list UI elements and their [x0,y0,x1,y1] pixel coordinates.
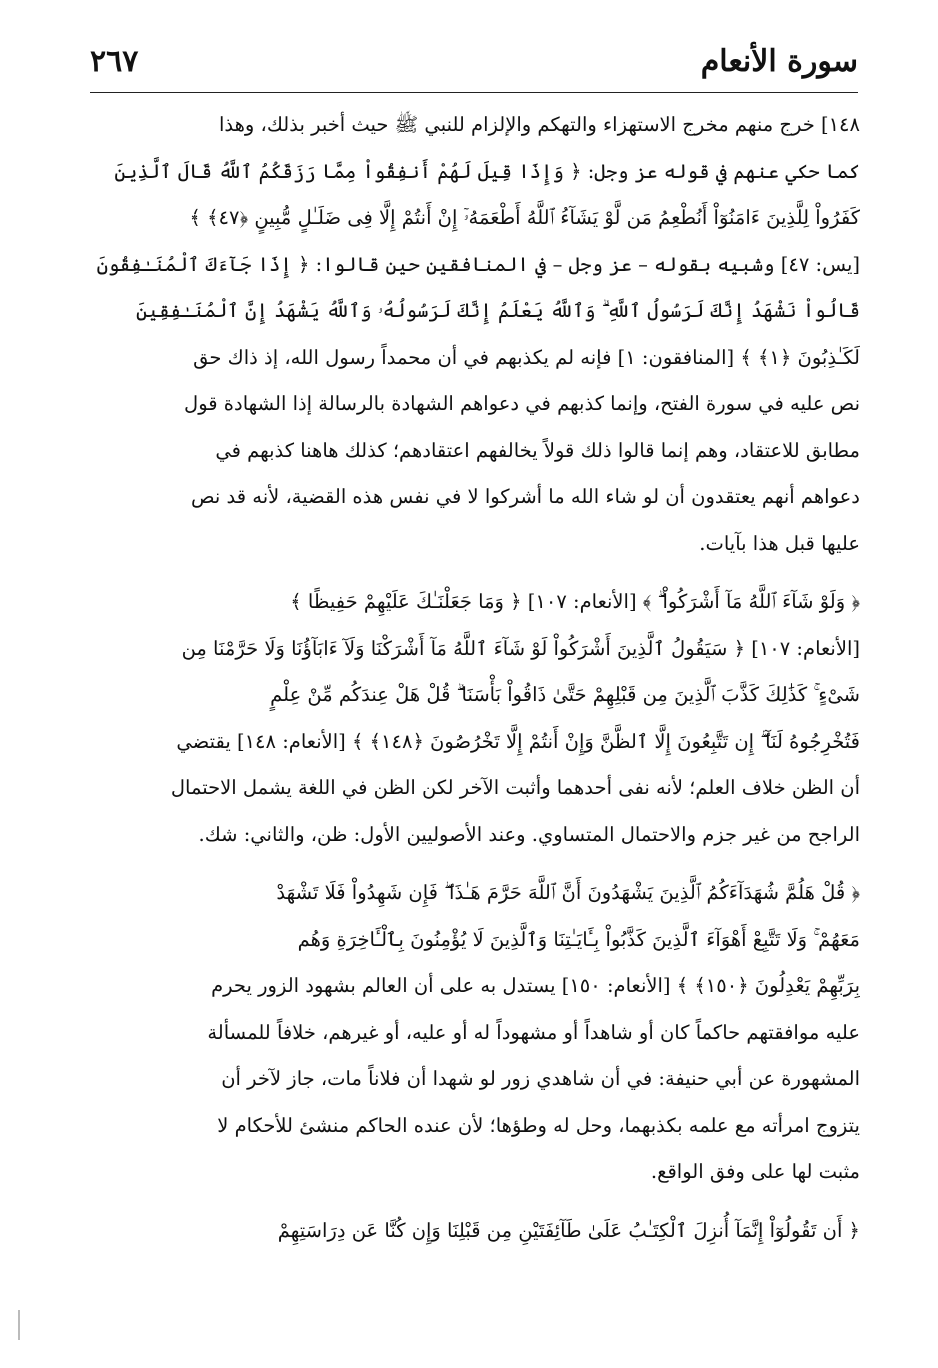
surah-title: سورة الأنعام [700,44,858,79]
paragraph-1 [92,102,860,567]
text-line: شَىْءٍ ۚ كَذَٰلِكَ كَذَّبَ ٱلَّذِينَ مِن قَبْلِهِمْ حَتَّىٰ ذَاقُواْ بَأْسَنَا ۗ قُلْ هَلْ عِندَكُم مِّنْ عِلْمٍ [270,683,860,706]
text-line: عليه موافقتهم حاكماً كان أو شاهداً أو مشهوداً له أو عليه، أو غيرهم، خلافاً للمسألة [207,1020,860,1044]
paragraph-4 [92,1208,860,1255]
text-line: قَالُواْ نَشْهَدُ إِنَّكَ لَرَسُولُ ٱللَّهِ ۗ وَٱللَّهُ يَعْلَمُ إِنَّكَ لَرَسُولُهُۥ وَٱللَّهُ يَشْهَدُ إِنَّ ٱلْمُنَـٰفِقِينَ [136,299,860,322]
text-line: لَكَـٰذِبُونَ ﴿١﴾ ﴾ [المنافقون: ١] فإنه لم يكذبهم في أن محمداً رسول الله، إذ ذاك حق [193,345,860,369]
page-header [90,40,858,93]
body-text [92,102,860,1254]
text-line: ﴿ أَن تَقُولُوٓاْ إِنَّمَآ أُنزِلَ ٱلْكِتَـٰبُ عَلَىٰ طَآئِفَتَيْنِ مِن قَبْلِنَا وَإِن كُنَّا عَن دِرَاسَتِهِمْ [277,1218,860,1242]
text-line: المشهورة عن أبي حنيفة: في أن شاهدي زور لو شهدا أن فلاناً مات، جاز لآخر أن [221,1067,860,1090]
text-line: مثبت لها على وفق الواقع. [650,1160,860,1183]
text-line: مَعَهُمْ ۚ وَلَا تَتَّبِعْ أَهْوَآءَ ٱلَّذِينَ كَذَّبُواْ بِـَٔايَـٰتِنَا وَٱلَّذِينَ لَا يُؤْمِنُونَ بِٱلْـَٔاخِرَةِ وَهُم [297,927,860,951]
text-line: عليها قبل هذا بآيات. [699,531,860,555]
text-line: بِرَبِّهِمْ يَعْدِلُونَ ﴿١٥٠﴾ ﴾ [الأنعام: ١٥٠] يستدل به على أن العالم بشهود الزور يحرم [211,974,860,997]
text-line: فَتُخْرِجُوهُ لَنَآ ۖ إِن تَتَّبِعُونَ إِلَّا ٱلظَّنَّ وَإِنْ أَنتُمْ إِلَّا تَخْرُصُونَ ﴿١٤٨﴾ ﴾ [الأنعام: ١٤٨] يقتضي [176,729,860,753]
text-line: مطابق للاعتقاد، وهم إنما قالوا ذلك قولاً يخالفهم اعتقادهم؛ كذلك هاهنا كذبهم في [215,438,860,462]
text-line: الراجح من غير جزم والاحتمال المتساوي. وعند الأصوليين الأول: ظن، والثاني: شك. [198,822,860,846]
text-line: [يس: ٤٧] وشبيه بقوله – عز وجل – في المنافقين حين قالوا: ﴿ إِذَا جَآءَكَ ٱلْمُنَـٰفِقُونَ [96,252,860,276]
text-line: دعواهم أنهم يعتقدون أن لو شاء الله ما أشركوا لا في نفس هذه القضية، لأنه قد نص [191,485,860,508]
page-number: ٢٦٧ [90,44,139,79]
scan-edge-mark [18,1310,20,1340]
text-line: ﴿ وَلَوْ شَآءَ ٱللَّهُ مَآ أَشْرَكُواْ ۗ ﴾ [الأنعام: ١٠٧] ﴿ وَمَا جَعَلْنَـٰكَ عَلَيْهِمْ حَفِيظًا ﴾ [290,590,860,613]
text-line: يتزوج امرأته مع علمه بكذبهما، وحل له وطؤها؛ لأن عنده الحاكم منشئ للأحكام لا [217,1113,860,1137]
text-line: كما حكي عنهم في قوله عز وجل: ﴿ وَإِذَا قِيلَ لَهُمْ أَنفِقُواْ مِمَّا رَزَقَكُمُ ٱللَّهُ قَالَ ٱلَّذِينَ [114,159,860,183]
paragraph-2 [92,579,860,858]
text-line: ﴿ قُلْ هَلُمَّ شُهَدَآءَكُمُ ٱلَّذِينَ يَشْهَدُونَ أَنَّ ٱللَّهَ حَرَّمَ هَـٰذَا ۖ فَإِن شَهِدُواْ فَلَا تَشْهَدْ [276,881,860,904]
text-line: كَفَرُواْ لِلَّذِينَ ءَامَنُوٓاْ أَنُطْعِمُ مَن لَّوْ يَشَآءُ ٱللَّهُ أَطْعَمَهُۥٓ إِنْ أَنتُمْ إِلَّا فِى ضَلَـٰلٍ مُّبِينٍ ﴿٤٧﴾ ﴾ [189,206,860,229]
text-line: [الأنعام: ١٠٧] ﴿ سَيَقُولُ ٱلَّذِينَ أَشْرَكُواْ لَوْ شَآءَ ٱللَّهُ مَآ أَشْرَكْنَا وَلَآ ءَابَآؤُنَا وَلَا حَرَّمْنَا مِن [181,636,860,660]
paragraph-3 [92,870,860,1196]
text-line: ١٤٨] خرج منهم مخرج الاستهزاء والتهكم والإلزام للنبي ﷺ حيث أخبر بذلك، وهذا [219,113,860,136]
text-line: نص عليه في سورة الفتح، وإنما كذبهم في دعواهم الشهادة بالرسالة إذا الشهادة قول [184,392,860,415]
text-line: أن الظن خلاف العلم؛ لأنه نفى أحدهما وأثبت الآخر لكن الظن في اللغة يشمل الاحتمال [170,776,860,799]
